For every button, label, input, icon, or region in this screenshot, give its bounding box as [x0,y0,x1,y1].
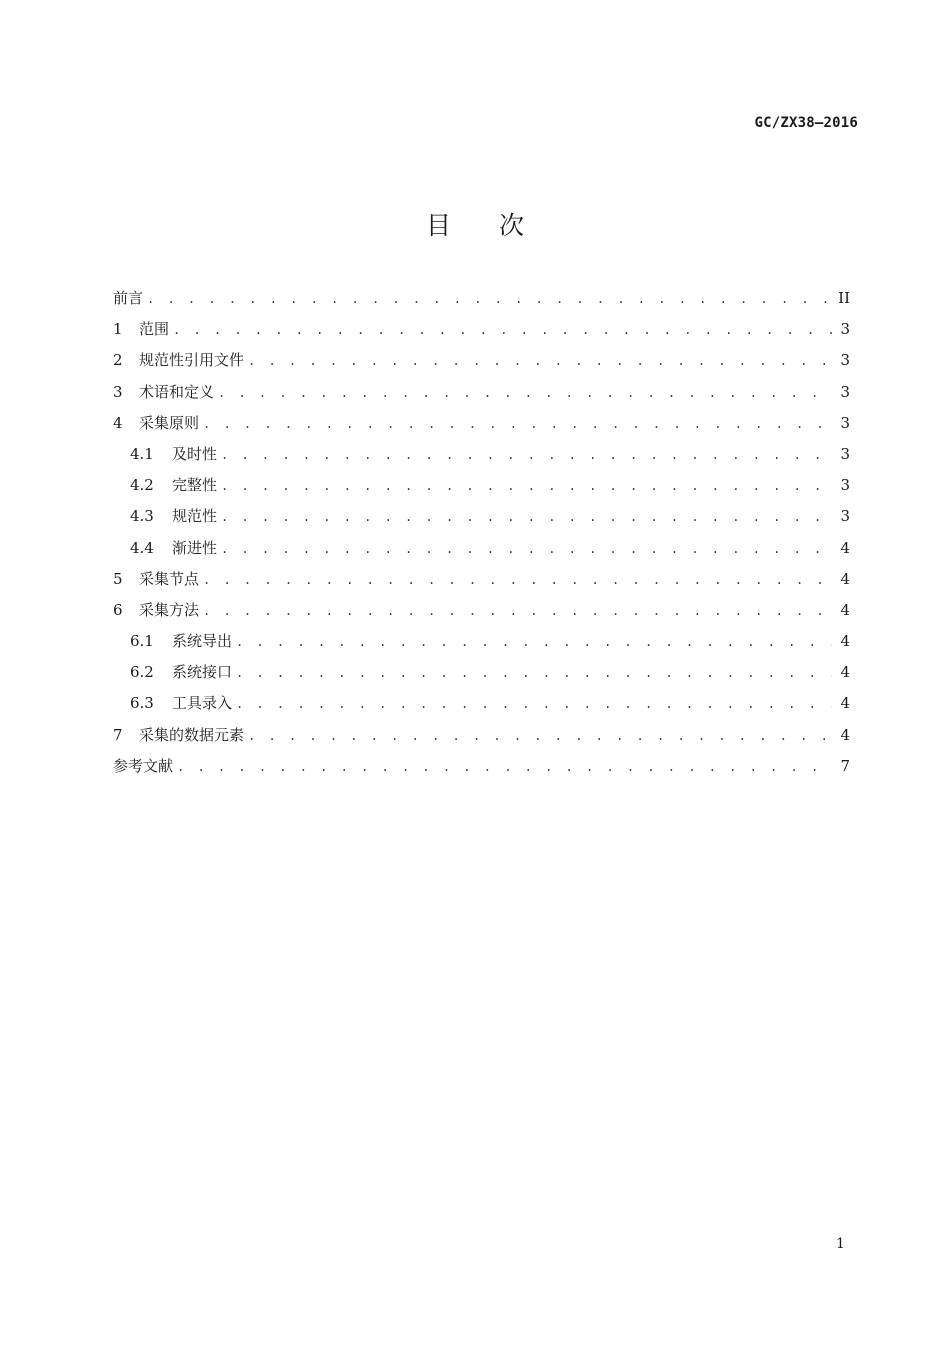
toc-entry-2[interactable] [113,348,850,379]
toc-entry-label: 规范性引用文件 [139,351,245,370]
toc-entry-label: 采集原则 [139,413,200,432]
toc-entry-number: 7 [113,725,123,744]
toc-entry-label: 范围 [139,320,170,339]
toc-dot-leader [203,412,832,436]
toc-entry-6-3[interactable] [113,691,850,722]
toc-entry-page: 4 [840,569,850,588]
toc-entry-label: 及时性 [172,444,218,463]
toc-dot-leader [248,724,832,748]
toc-dot-leader [248,349,832,373]
toc-entry-label: 系统接口 [172,663,233,682]
toc-entry-label: 采集的数据元素 [139,725,245,744]
toc-entry-number: 1 [113,320,123,339]
toc-entry-number: 4.4 [130,538,154,557]
toc-entry-page: 3 [840,444,850,463]
page-title: 目 次 [426,211,544,240]
toc-dot-leader [203,599,832,623]
toc-entry-references[interactable] [113,754,850,785]
toc-entry-number: 3 [113,382,123,401]
toc-entry-3[interactable] [113,380,850,411]
toc-entry-page: II [838,289,850,307]
toc-entry-6-1[interactable] [113,629,850,660]
toc-entry-page: 3 [840,320,850,339]
toc-dot-leader [147,287,832,311]
toc-dot-leader [218,381,832,405]
toc-entry-page: 3 [840,351,850,370]
toc-entry-number: 4.3 [130,507,154,526]
toc-entry-6[interactable] [113,598,850,629]
toc-entry-6-2[interactable] [113,660,850,691]
toc-entry-label: 采集方法 [139,600,200,619]
toc-entry-page: 3 [840,382,850,401]
toc-entry-4-2[interactable] [113,473,850,504]
toc-entry-number: 6.2 [130,663,154,682]
toc-entry-4-4[interactable] [113,536,850,567]
toc-entry-label: 规范性 [172,507,218,526]
toc-entry-number: 2 [113,351,123,370]
toc-entry-page: 4 [840,725,850,744]
toc-entry-label: 参考文献 [113,756,174,775]
toc-entry-label: 采集节点 [139,569,200,588]
toc-entry-page: 4 [840,600,850,619]
toc-dot-leader [203,568,832,592]
toc-dot-leader [173,318,832,342]
toc-entry-page: 4 [840,694,850,713]
toc-entry-page: 3 [840,507,850,526]
toc-entry-number: 6 [113,600,123,619]
toc-entry-number: 6.3 [130,694,154,713]
toc-entry-label: 工具录入 [172,694,233,713]
toc-dot-leader [221,505,832,529]
toc-entry-5[interactable] [113,567,850,598]
toc-entry-4[interactable] [113,411,850,442]
toc-entry-7[interactable] [113,723,850,754]
document-code: GC/ZX38—2016 [754,115,858,131]
toc-entry-number: 4 [113,413,123,432]
toc-entry-page: 4 [840,632,850,651]
toc-entry-page: 3 [840,413,850,432]
toc-entry-number: 4.2 [130,476,154,495]
toc-dot-leader [177,755,832,779]
toc-dot-leader [221,443,832,467]
toc-entry-label: 系统导出 [172,632,233,651]
page-number: 1 [836,1236,845,1252]
toc-entry-4-3[interactable] [113,504,850,535]
toc-entry-4-1[interactable] [113,442,850,473]
toc-entry-page: 3 [840,476,850,495]
toc-entry-page: 4 [840,538,850,557]
toc-entry-number: 4.1 [130,444,154,463]
toc-entry-number: 6.1 [130,632,154,651]
toc-entry-label: 前言 [113,289,144,307]
toc-entry-page: 7 [840,756,850,775]
toc-dot-leader [236,661,832,685]
toc-entry-foreword[interactable] [113,286,850,317]
toc-entry-page: 4 [840,663,850,682]
toc-entry-1[interactable] [113,317,850,348]
toc-entry-label: 术语和定义 [139,382,215,401]
toc-dot-leader [236,692,832,716]
toc-dot-leader [221,537,832,561]
toc-dot-leader [221,474,832,498]
toc-entry-label: 渐进性 [172,538,218,557]
toc-entry-number: 5 [113,569,123,588]
toc-dot-leader [236,630,832,654]
toc-entry-label: 完整性 [172,476,218,495]
table-of-contents [113,286,850,785]
